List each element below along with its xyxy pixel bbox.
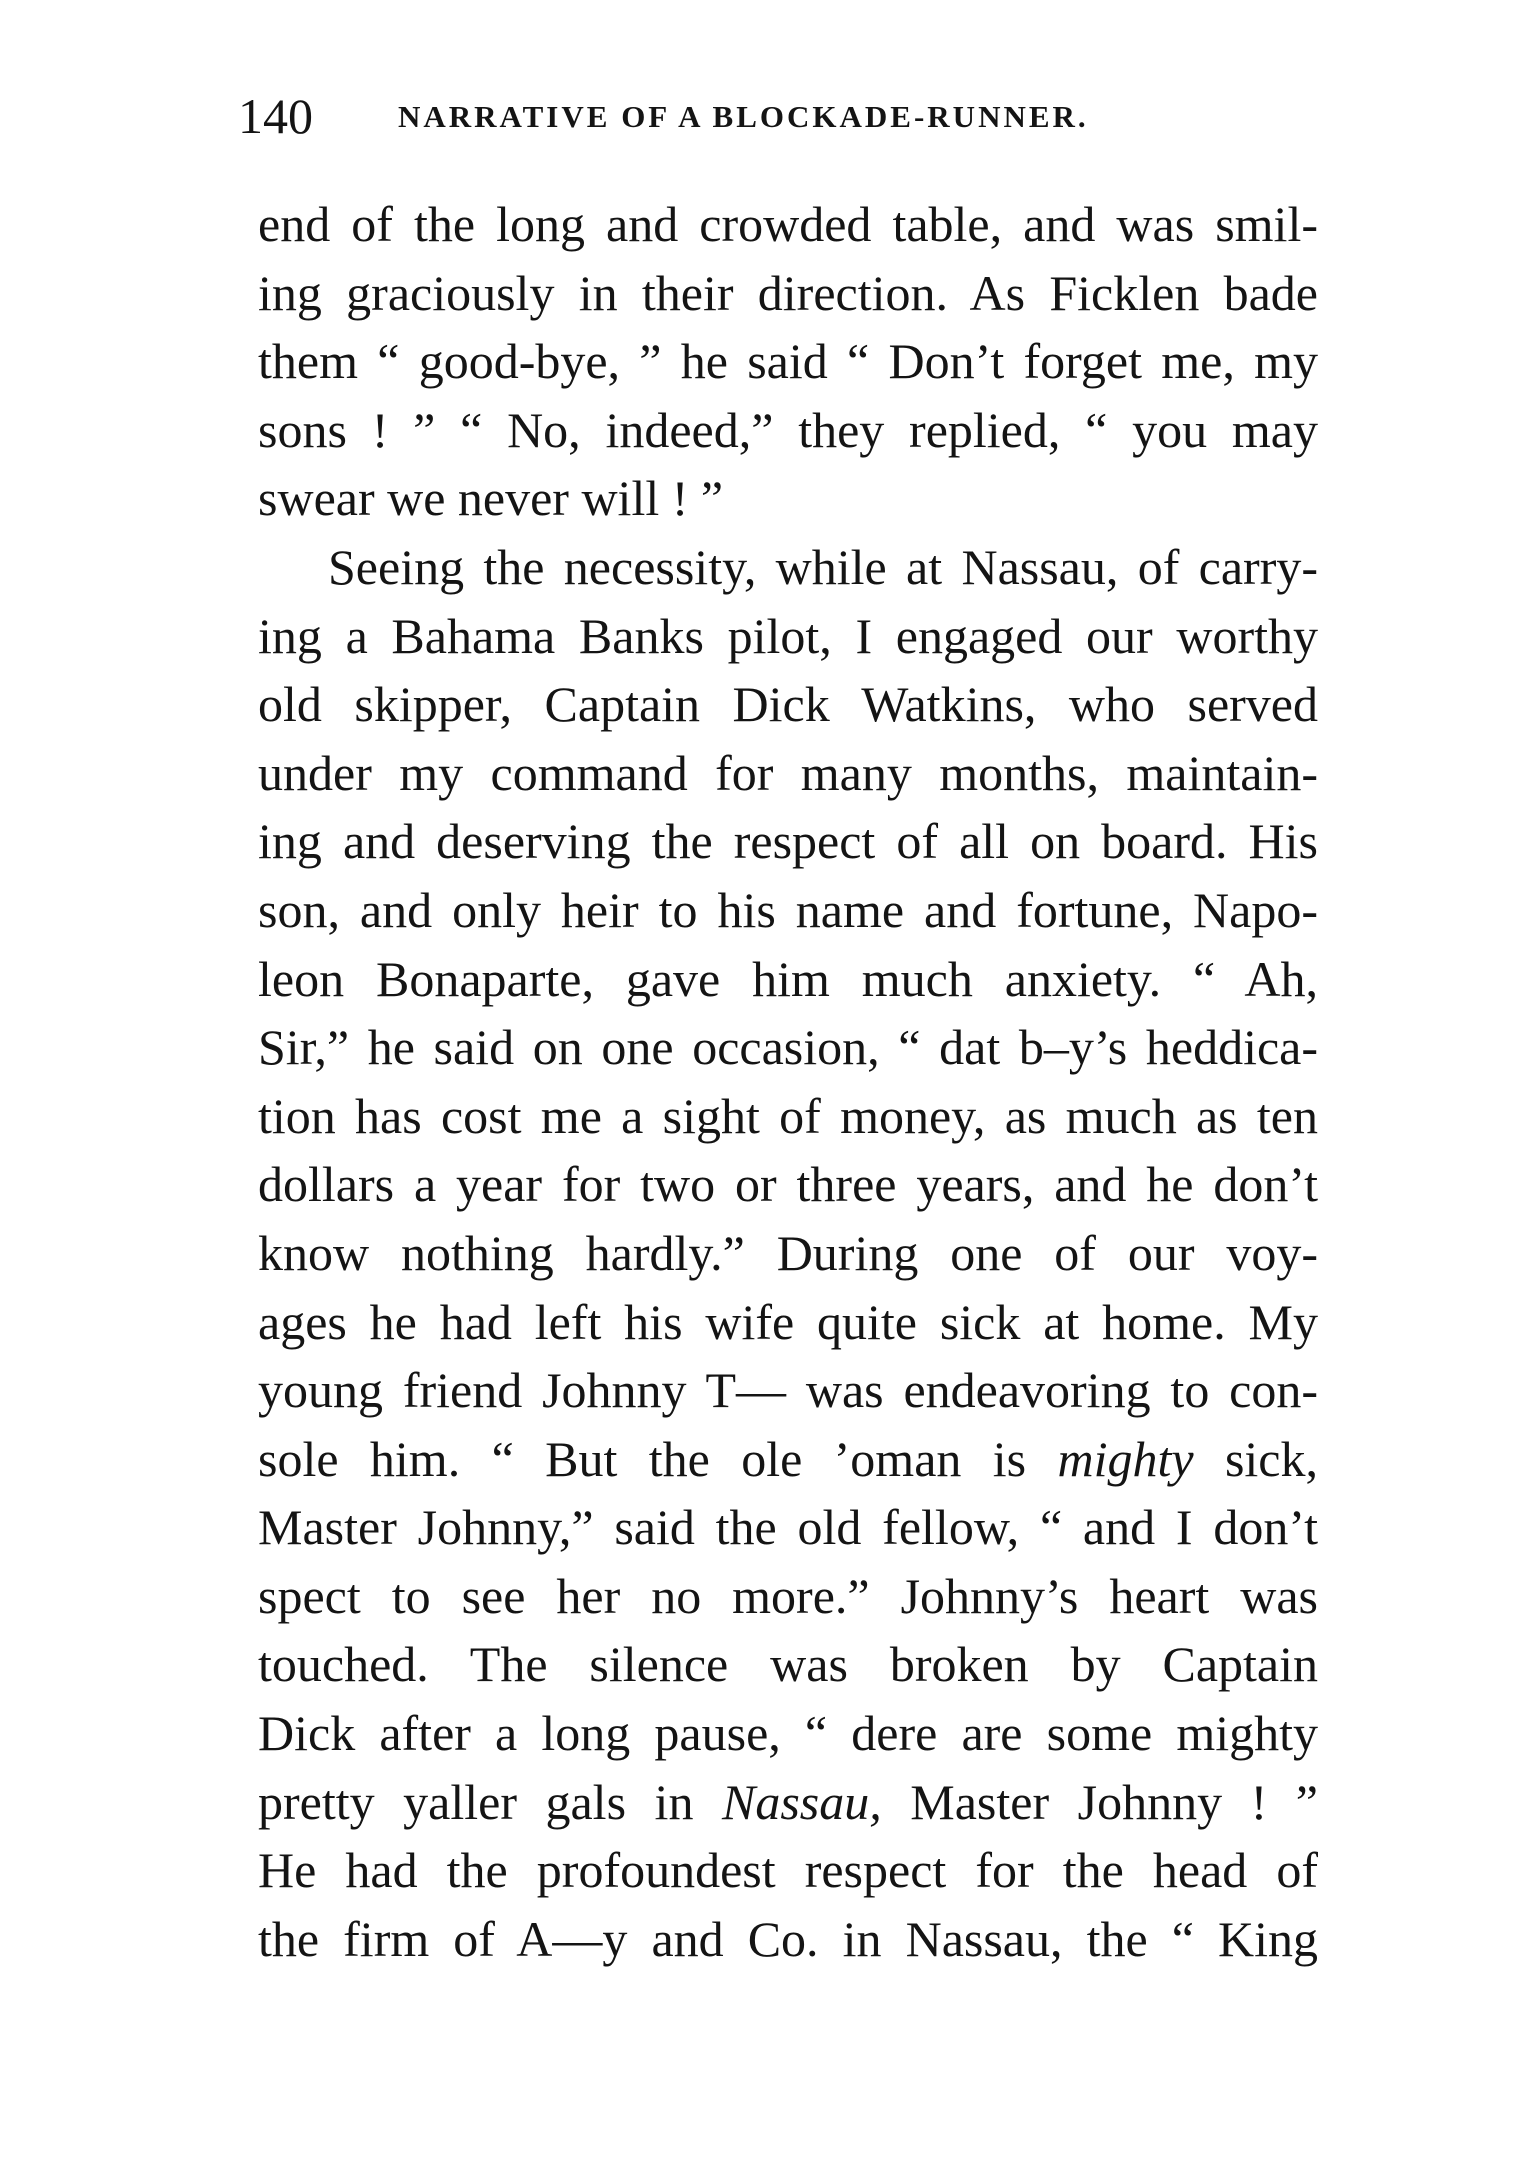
text-line: Sir,” he said on one occasion, “ dat b–y’s heddica- xyxy=(258,1019,1318,1076)
text-segment: sick, xyxy=(1193,1430,1318,1487)
text-line: know nothing hardly.” During one of our voy- xyxy=(258,1224,1318,1281)
italic-word: mighty xyxy=(1057,1430,1194,1487)
text-line: spect to see her no more.” Johnny’s heart was xyxy=(258,1567,1318,1624)
text-line: ages he had left his wife quite sick at home. My xyxy=(258,1293,1318,1350)
text-line: dollars a year for two or three years, and he don’t xyxy=(258,1156,1318,1213)
running-head xyxy=(238,86,1328,146)
running-title: NARRATIVE OF A BLOCKADE-RUNNER. xyxy=(398,99,1089,134)
text-line xyxy=(258,1768,1318,1837)
text-line: son, and only heir to his name and fortune, Napo- xyxy=(258,881,1318,938)
text-line: old skipper, Captain Dick Watkins, who served xyxy=(258,676,1318,733)
text-line: ing graciously in their direction. As Ficklen bade xyxy=(258,264,1318,321)
text-line: Dick after a long pause, “ dere are some mighty xyxy=(258,1705,1318,1762)
body-text xyxy=(258,190,1318,1973)
text-line: Seeing the necessity, while at Nassau, of carry- xyxy=(328,538,1318,595)
text-segment: sole him. “ But the ole ’oman is xyxy=(258,1430,1058,1487)
text-line: the firm of A—y and Co. in Nassau, the “ King xyxy=(258,1910,1318,1967)
text-line: ing and deserving the respect of all on board. His xyxy=(258,813,1318,870)
text-line: He had the profoundest respect for the head of xyxy=(258,1842,1318,1899)
page-number: 140 xyxy=(238,88,313,144)
text-line: under my command for many months, maintain- xyxy=(258,744,1318,801)
text-line: sons ! ” “ No, indeed,” they replied, “ you may xyxy=(258,401,1318,458)
text-line: touched. The silence was broken by Captain xyxy=(258,1636,1318,1693)
text-line: end of the long and crowded table, and was smil- xyxy=(258,196,1318,252)
text-segment: pretty yaller gals in xyxy=(258,1773,722,1830)
text-line xyxy=(258,1425,1318,1494)
text-line: tion has cost me a sight of money, as much as ten xyxy=(258,1087,1318,1144)
italic-word: Nassau, xyxy=(721,1773,882,1830)
text-line: ing a Bahama Banks pilot, I engaged our worthy xyxy=(258,607,1318,664)
text-line: swear we never will ! ” xyxy=(258,470,724,527)
text-line: Master Johnny,” said the old fellow, “ and I don’t xyxy=(258,1499,1318,1556)
text-line: young friend Johnny T— was endeavoring to con- xyxy=(258,1362,1318,1419)
text-segment: Master Johnny ! ” xyxy=(881,1773,1318,1830)
text-line: them “ good-bye, ” he said “ Don’t forget me, my xyxy=(258,333,1318,390)
text-line: leon Bonaparte, gave him much anxiety. “ Ah, xyxy=(258,950,1318,1007)
